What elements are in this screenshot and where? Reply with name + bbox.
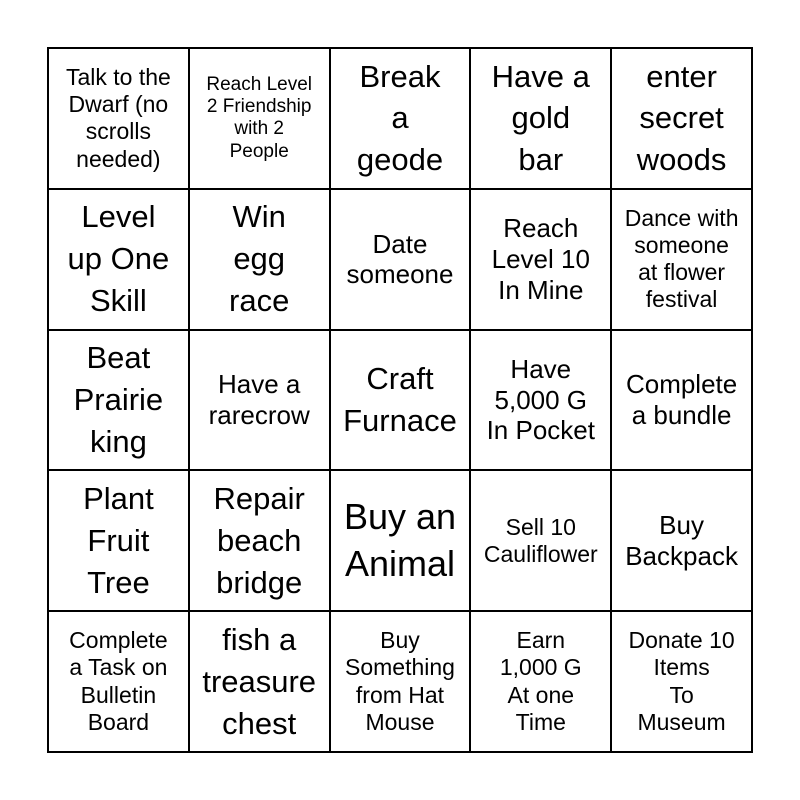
bingo-cell[interactable]: Repair beach bridge	[189, 470, 330, 611]
bingo-cell[interactable]: Dance with someone at flower festival	[611, 189, 752, 330]
bingo-cell[interactable]: Earn 1,000 G At one Time	[470, 611, 611, 752]
bingo-cell[interactable]: Buy Backpack	[611, 470, 752, 611]
bingo-cell[interactable]: Talk to the Dwarf (no scrolls needed)	[48, 48, 189, 189]
bingo-cell[interactable]: Win egg race	[189, 189, 330, 330]
bingo-cell[interactable]: Complete a bundle	[611, 330, 752, 471]
bingo-cell[interactable]: Have a gold bar	[470, 48, 611, 189]
bingo-cell[interactable]: enter secret woods	[611, 48, 752, 189]
bingo-cell[interactable]: Break a geode	[330, 48, 471, 189]
bingo-cell[interactable]: Donate 10 Items To Museum	[611, 611, 752, 752]
bingo-cell[interactable]: Reach Level 10 In Mine	[470, 189, 611, 330]
bingo-cell[interactable]: Have 5,000 G In Pocket	[470, 330, 611, 471]
bingo-board	[47, 47, 753, 753]
bingo-cell[interactable]: Sell 10 Cauliflower	[470, 470, 611, 611]
bingo-cell[interactable]: Craft Furnace	[330, 330, 471, 471]
bingo-cell[interactable]: fish a treasure chest	[189, 611, 330, 752]
bingo-cell[interactable]: Plant Fruit Tree	[48, 470, 189, 611]
bingo-cell[interactable]: Buy an Animal	[330, 470, 471, 611]
bingo-cell[interactable]: Level up One Skill	[48, 189, 189, 330]
bingo-cell[interactable]: Reach Level 2 Friendship with 2 People	[189, 48, 330, 189]
bingo-cell[interactable]: Beat Prairie king	[48, 330, 189, 471]
bingo-cell[interactable]: Date someone	[330, 189, 471, 330]
bingo-cell[interactable]: Have a rarecrow	[189, 330, 330, 471]
bingo-cell[interactable]: Complete a Task on Bulletin Board	[48, 611, 189, 752]
bingo-cell[interactable]: Buy Something from Hat Mouse	[330, 611, 471, 752]
